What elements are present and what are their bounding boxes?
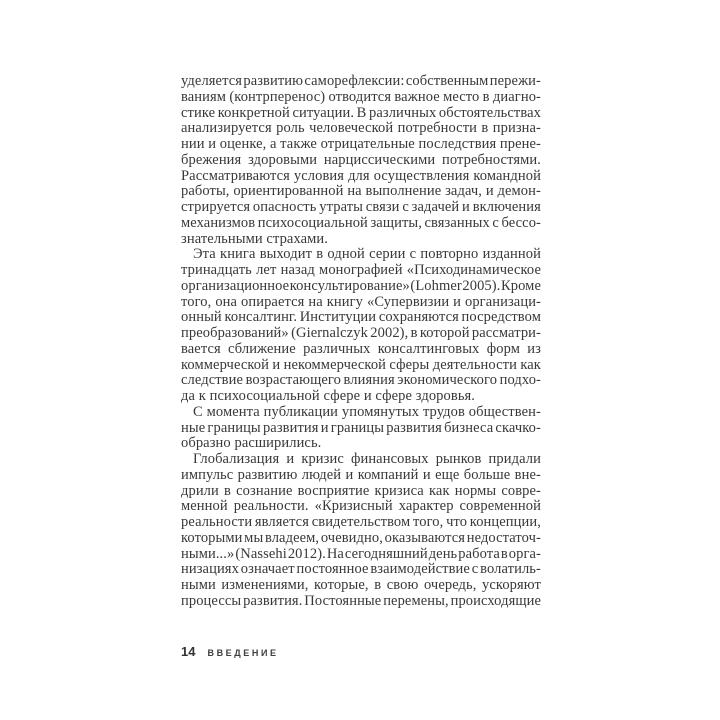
text-line: стике конкретной ситуации. В различных обстоятельствах — [181, 104, 541, 121]
text-line: тринадцать лет назад монографией «Психодинамическое — [181, 262, 541, 278]
text-line: вается сближение различных консалтинговых форм из — [181, 340, 541, 357]
text-line: преобразований» (Giernalczyk 2002), в которой рассматри- — [181, 325, 541, 341]
text-line: Глобализация и кризис финансовых рынков придали — [193, 451, 541, 467]
text-line: механизмов психосоциальной защиты, связанных с бессо- — [181, 214, 541, 231]
text-line: ными...» (Nassehi 2012). На сегодняшний день работа в орга- — [181, 545, 541, 562]
text-line: анализируется роль человеческой потребности в призна- — [181, 120, 541, 137]
text-line: знательными страхами. — [181, 230, 329, 247]
text-line: импульс развитию людей и компаний и еще больше вне- — [181, 466, 541, 483]
page-number: 14 — [181, 644, 196, 659]
text-line: коммерческой и некоммерческой сферы деятельности как — [181, 356, 541, 373]
text-line: Рассматриваются условия для осуществления командной — [181, 167, 541, 184]
text-line: ваниям (контрперенос) отводится важное место в диагно- — [181, 88, 541, 105]
text-line: работы, ориентированной на выполнение задач, и демон- — [181, 183, 541, 200]
text-line: ные границы развития и границы развития бизнеса скачко- — [181, 419, 541, 436]
text-line: ными изменениями, которые, в свою очередь, ускоряют — [181, 577, 541, 593]
text-line: которыми мы владеем, очевидно, оказываются недостаточ- — [181, 529, 541, 546]
text-line: брежения здоровыми нарциссическими потребностями. — [181, 151, 541, 168]
text-line: реальности является свидетельством того, что концепции, — [181, 514, 541, 530]
text-line: образно расширились. — [181, 435, 322, 452]
text-line: низациях означает постоянное взаимодействие с волатиль- — [181, 561, 541, 578]
text-line: да к психосоциальной сфере и сфере здоровья. — [181, 388, 476, 404]
text-line: онный консалтинг. Институции сохраняются посредством — [181, 309, 541, 326]
text-line: организационное консультирование» (Lohmer 2005). Кроме — [181, 277, 541, 294]
text-line: менной реальности. «Кризисный характер современной — [181, 498, 541, 515]
text-line: С момента публикации упомянутых трудов обществен- — [193, 403, 541, 420]
text-line: того, она опирается на книгу «Супервизии и организаци- — [181, 293, 541, 310]
text-line: Эта книга выходит в одной серии с повторно изданной — [193, 246, 541, 263]
page-footer — [181, 644, 279, 659]
text-line: следствие возрастающего влияния экономического подхо- — [181, 372, 541, 389]
text-line: дрили в сознание восприятие кризиса как нормы совре- — [181, 482, 541, 499]
text-line: стрируется опасность утраты связи с задачей и включения — [181, 199, 541, 215]
text-line: уделяется развитию саморефлексии: собственным пережи- — [181, 73, 541, 89]
running-footer-section-title: ВВЕДЕНИЕ — [207, 648, 279, 658]
body-text-block — [181, 74, 541, 610]
text-line: нии и оценке, а также отрицательные последствия прене- — [181, 136, 541, 152]
text-line: процессы развития. Постоянные перемены, происходящие — [181, 592, 541, 609]
